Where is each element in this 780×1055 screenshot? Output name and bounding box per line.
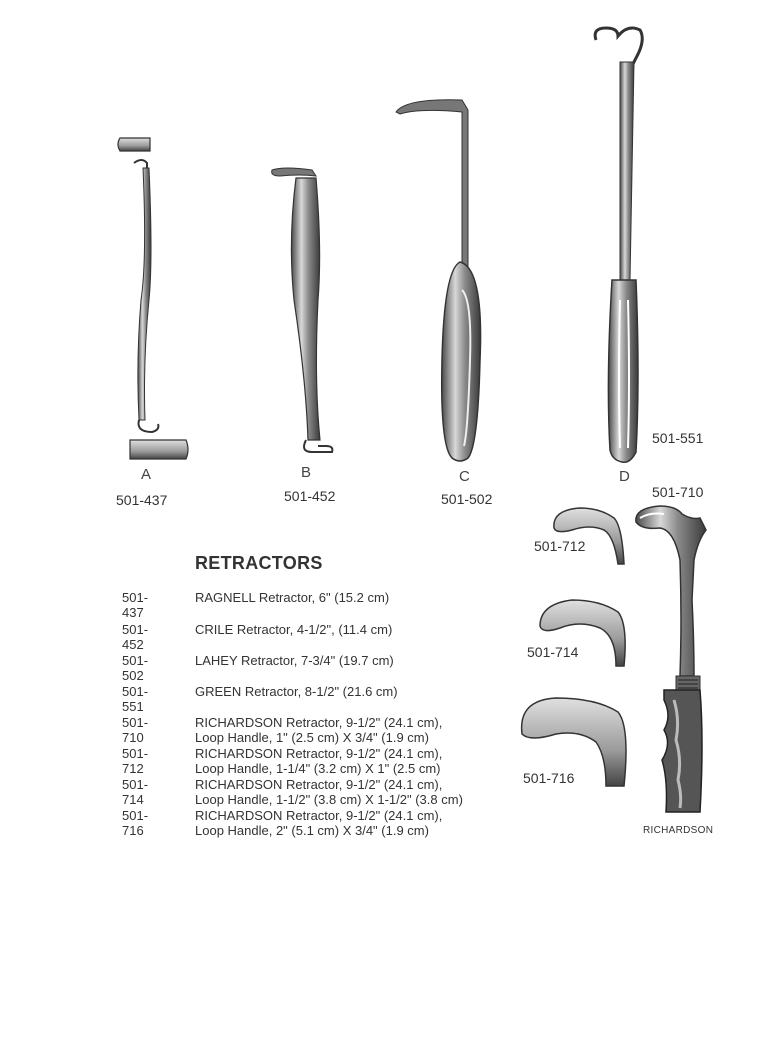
- item-code: 501-551: [122, 684, 149, 714]
- lahey-retractor-illustration: [396, 100, 481, 461]
- item-code: 501-710: [122, 715, 149, 745]
- richardson-retractor-illustration: [636, 506, 706, 812]
- figure-letter-d: D: [619, 468, 630, 485]
- item-code: 501-714: [122, 777, 149, 807]
- item-description-line2: Loop Handle, 1" (2.5 cm) X 3/4" (1.9 cm): [195, 730, 429, 745]
- item-description: RICHARDSON Retractor, 9-1/2" (24.1 cm),: [195, 746, 443, 761]
- ragnell-retractor-illustration: [118, 138, 188, 459]
- richardson-caption: RICHARDSON: [643, 825, 714, 836]
- item-description: RICHARDSON Retractor, 9-1/2" (24.1 cm),: [195, 777, 443, 792]
- item-description-line2: Loop Handle, 1-1/2" (3.8 cm) X 1-1/2" (3.8 cm): [195, 792, 463, 807]
- item-description-line2: Loop Handle, 2" (5.1 cm) X 3/4" (1.9 cm): [195, 823, 429, 838]
- item-code: 501-437: [122, 590, 149, 620]
- item-code: 501-502: [122, 653, 149, 683]
- item-description: RICHARDSON Retractor, 9-1/2" (24.1 cm),: [195, 715, 443, 730]
- item-description: RICHARDSON Retractor, 9-1/2" (24.1 cm),: [195, 808, 443, 823]
- item-description: RAGNELL Retractor, 6" (15.2 cm): [195, 590, 390, 605]
- green-retractor-illustration: [595, 28, 642, 462]
- item-code: 501-716: [122, 808, 149, 838]
- figure-code-716: 501-716: [523, 770, 575, 786]
- figure-code-richardson: 501-710: [652, 484, 704, 500]
- crile-retractor-illustration: [272, 168, 333, 452]
- item-code: 501-452: [122, 622, 149, 652]
- item-description: GREEN Retractor, 8-1/2" (21.6 cm): [195, 684, 398, 699]
- item-description: LAHEY Retractor, 7-3/4" (19.7 cm): [195, 653, 394, 668]
- item-code: 501-712: [122, 746, 149, 776]
- figure-letter-a: A: [141, 466, 152, 483]
- figure-letter-b: B: [301, 464, 312, 481]
- figure-letter-c: C: [459, 468, 470, 485]
- figure-code-b: 501-452: [284, 488, 336, 504]
- item-description: CRILE Retractor, 4-1/2", (11.4 cm): [195, 622, 393, 637]
- figure-code-c: 501-502: [441, 491, 493, 507]
- figure-code-d: 501-551: [652, 430, 704, 446]
- item-description-line2: Loop Handle, 1-1/4" (3.2 cm) X 1" (2.5 cm): [195, 761, 441, 776]
- figure-code-712: 501-712: [534, 538, 586, 554]
- blade-712-illustration: [554, 508, 624, 564]
- figure-code-714: 501-714: [527, 644, 579, 660]
- section-title: RETRACTORS: [195, 553, 323, 573]
- figure-code-a: 501-437: [116, 492, 168, 508]
